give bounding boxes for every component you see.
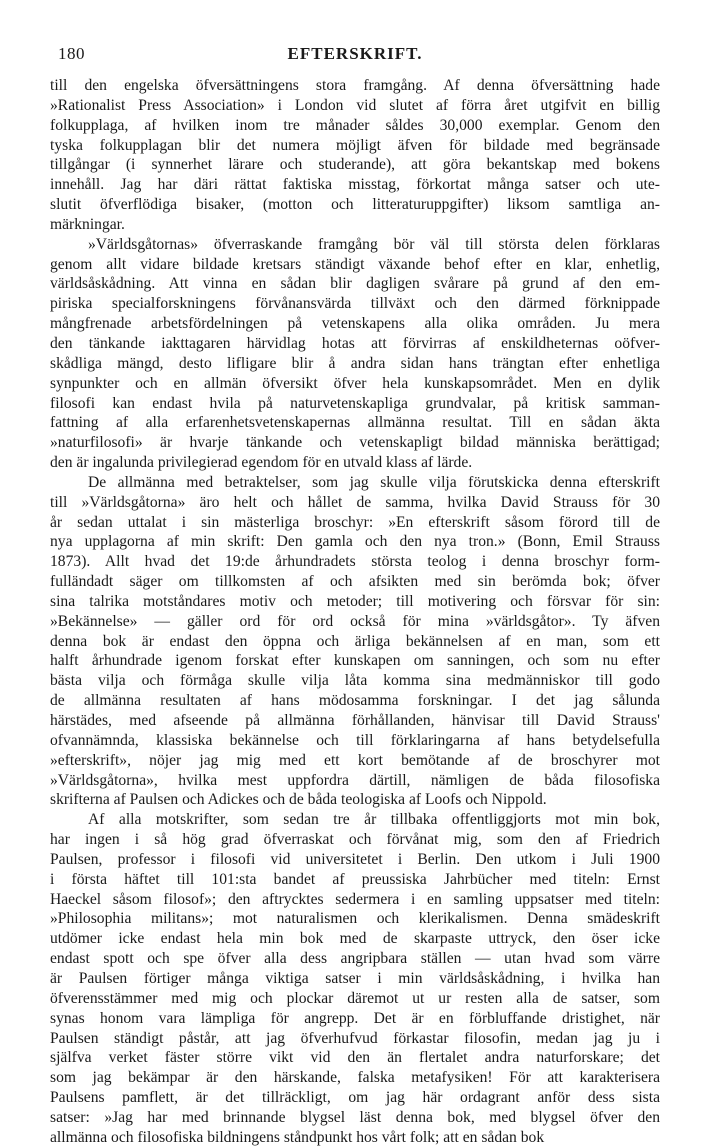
text-line: är Paulsen förtiger många viktiga satser i min världsåskådning, i hvilka han xyxy=(50,969,660,987)
text-line: härstädes, med afseende på allmänna förhållanden, hänvisar till David Strauss' xyxy=(50,712,660,729)
text-line: nya upplagorna af min skrift: Den gamla och den nya tron.» (Bonn, Emil Strauss xyxy=(50,533,660,551)
text-line: denna bok är endast den öppna och ärliga bekännelsen af en man, som ett xyxy=(50,632,660,650)
text-line: folkupplaga, af hvilken inom tre månader såldes 30,000 exemplar. Genom den xyxy=(50,116,660,134)
page-header xyxy=(52,44,658,68)
text-line: den tänkande iakttagaren härvidlag hotas att förvirras af enskildheternas oöfver- xyxy=(50,334,660,352)
text-line: tillgångar (i synnerhet lärare och studerande), att göra bekantskap med bokens xyxy=(50,156,660,174)
text-line: de allmänna resultaten af hans mödosamma forskningar. I det jag sålunda xyxy=(50,692,660,710)
running-head: EFTERSKRIFT. xyxy=(287,44,423,63)
text-line: år sedan uttalat i sin mästerliga broschyr: »En efterskrift såsom förord till de xyxy=(50,513,660,531)
text-line: själfva verket fäster större vikt vid den än flertalet andra naturforskare; det xyxy=(50,1049,660,1067)
text-line: har ingen i så hög grad öfverraskat och förvånat mig, som den af Friedrich xyxy=(50,831,660,849)
text-line: ofvannämnda, klassiska bekännelse och till förklaringarna af hans betydelsefulla xyxy=(50,731,660,749)
text-line: skådliga mängd, desto lifligare blir å andra sidan hans trängtan efter enhetliga xyxy=(50,354,660,372)
text-line: innehåll. Jag har däri rättat faktiska misstag, förkortat många satser och ute- xyxy=(50,176,660,194)
text-line: endast spott och spe öfver alla dess angripbara ställen — utan hvad som värre xyxy=(50,950,660,968)
text-line: Af alla motskrifter, som sedan tre år tillbaka offentliggjorts mot min bok, xyxy=(88,811,660,829)
body-text xyxy=(50,76,660,1148)
text-line: den är ingalunda privilegierad egendom för en utvald klass af lärde. xyxy=(50,454,473,472)
text-line: sina talrika motståndares motiv och metoder; till motivering och försvar för sin: xyxy=(50,592,660,610)
text-line: allmänna och filosofiska bildningens ståndpunkt hos vårt folk; att en sådan bok xyxy=(50,1128,545,1146)
page-number: 180 xyxy=(58,44,85,63)
text-line: i första häftet till 101:sta bandet af preussiska Jahrbücher med titeln: Ernst xyxy=(50,870,660,888)
text-line: Paulsen, professor i filosofi vid universitetet i Berlin. Den utkom i Juli 1900 xyxy=(50,850,660,868)
text-line: skrifterna af Paulsen och Adickes och de båda teologiska af Loofs och Nippold. xyxy=(50,791,547,809)
text-line: satser: »Jag har med brinnande blygsel läst denna bok, med blygsel öfver den xyxy=(50,1108,660,1126)
text-line: filosofi kan endast hvila på naturvetenskapliga grundvalar, på kritisk samman- xyxy=(50,394,660,412)
text-line: Paulsens pamflett, är det tillräckligt, om jag här ordagrant anför dess sista xyxy=(50,1089,660,1107)
text-line: till den engelska öfversättningens stora framgång. Af denna öfversättning hade xyxy=(50,77,660,94)
text-line: fattning af alla erfarenhetsvetenskapernas allmänna resultat. Till en sådan äkta xyxy=(50,414,660,432)
text-line: Haeckel såsom filosof»; den aftrycktes sedermera i en samling uppsatser med titeln: xyxy=(50,890,660,908)
text-line: »Rationalist Press Association» i London vid slutet af förra året utgifvit en billig xyxy=(50,96,660,114)
text-line: piriska specialforskningens förvånansvärda tillväxt och den därmed förknippade xyxy=(50,295,660,313)
text-line: världsåskådning. Att vinna en sådan blir dagligen svårare på grund af den em- xyxy=(50,275,660,293)
text-line: halft århundrade igenom forskat efter kunskapen om sanningen, och som nu efter xyxy=(50,652,660,670)
text-line: märkningar. xyxy=(50,215,125,233)
text-line: Paulsen ständigt påstår, att jag öfverhufvud förkastar filosofin, medan jag ju i xyxy=(50,1029,660,1047)
text-line: »naturfilosofi» är hvarje tänkande och vetenskapligt bildad människa berättigad; xyxy=(50,434,660,452)
text-line: slutit öfverflödiga bisaker, (motton och litteraturuppgifter) liksom samtliga an- xyxy=(50,196,660,214)
text-line: tyska folkupplagan blir det numera möjligt äfven för bildade med begränsade xyxy=(50,136,660,154)
text-line: genom allt vidare bildade kretsars ständigt växande behof efter en klar, enhetlig, xyxy=(50,255,660,273)
text-line: till »Världsgåtorna» äro helt och hållet de samma, hvilka David Strauss för 30 xyxy=(50,493,660,511)
text-line: »Philosophia militans»; mot naturalismen och klerikalismen. Denna smädeskrift xyxy=(50,910,660,928)
text-line: utdömer icke endast hela min bok med de skarpaste uttryck, den öser icke xyxy=(50,930,660,948)
text-line: mångfrenade arbetsfördelningen på vetenskapens alla olika områden. Ju mera xyxy=(50,315,660,333)
text-line: synas honom vara lämpliga för angrepp. Det är en förbluffande dristighet, när xyxy=(50,1009,660,1027)
text-line: bästa vilja och förmåga skulle vilja låta komma sina medmänniskor till godo xyxy=(50,672,660,690)
text-line: fulländadt säger om tillkomsten af och afsikten med sin berömda bok; öfver xyxy=(50,573,660,591)
text-line: »Världsgåtorna», hvilka mest uppfordra därtill, nämligen de båda filosofiska xyxy=(50,771,660,789)
text-line: öfverensstämmer med mig och plockar däremot ut ur resten alla de satser, som xyxy=(50,989,660,1007)
text-line: »Världsgåtornas» öfverraskande framgång bör väl till största delen förklaras xyxy=(88,235,660,253)
text-line: 1873). Allt hvad det 19:de århundradets största teolog i denna broschyr form- xyxy=(50,553,660,571)
text-line: som jag bekämpar är den härskande, falska metafysiken! För att karakterisera xyxy=(50,1069,660,1087)
text-line: synpunkter och en allmän öfversikt öfver hela kunskapsområdet. Men en dylik xyxy=(50,374,660,392)
text-line: De allmänna med betraktelser, som jag skulle vilja förutskicka denna efterskrift xyxy=(88,473,660,491)
text-line: »Bekännelse» — gäller ord för ord också för mina »världsgåtor». Ty äfven xyxy=(50,612,660,630)
text-line: »efterskrift», nöjer jag mig med ett kort bemötande af de broschyrer mot xyxy=(50,751,660,769)
